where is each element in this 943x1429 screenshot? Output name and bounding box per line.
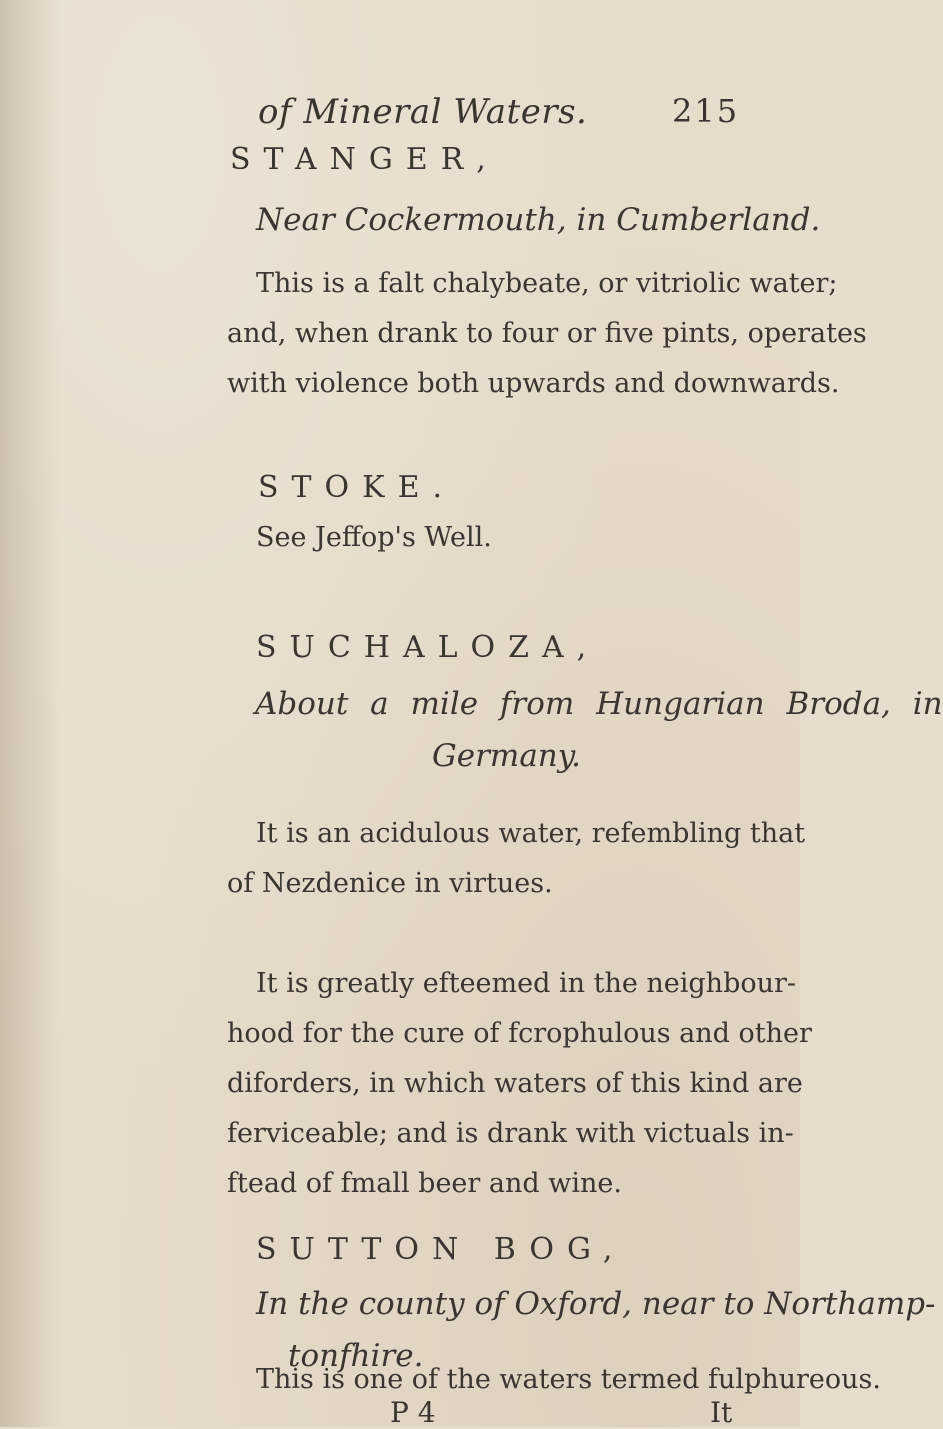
body-line: This is one of the waters termed fulphureous. <box>256 1364 881 1395</box>
body-line: and, when drank to four or five pints, operates <box>227 318 867 349</box>
see-reference <box>256 522 492 553</box>
body-line: It is greatly efteemed in the neighbour- <box>256 968 797 999</box>
body-line: with violence both upwards and downwards. <box>227 368 840 399</box>
body-line: diforders, in which waters of this kind are <box>227 1068 803 1099</box>
signature-mark: P 4 <box>390 1396 436 1429</box>
body-line: ferviceable; and is drank with victuals in- <box>227 1118 794 1149</box>
spine-shadow <box>0 0 60 1427</box>
running-title: of Mineral Waters. <box>258 92 588 132</box>
body-line: hood for the cure of fcrophulous and other <box>227 1018 812 1049</box>
catchword: It <box>710 1396 733 1429</box>
entry-heading-suchaloza: SUCHALOZA, <box>256 630 600 665</box>
see-reference-text: See Jeffop's Well. <box>256 522 492 553</box>
page-number: 215 <box>672 92 740 130</box>
body-line: It is an acidulous water, refembling that <box>256 818 806 849</box>
entry-location-suchaloza: About a mile from Hungarian Broda, in <box>255 686 943 722</box>
entry-location-sutton-bog: In the county of Oxford, near to Northamp- <box>256 1286 936 1322</box>
entry-heading-stoke: STOKE. <box>258 470 456 505</box>
body-line: of Nezdenice in virtues. <box>227 868 553 899</box>
entry-location-sutton-bog-cont: tonfhire. <box>288 1338 424 1374</box>
entry-heading-sutton-bog: SUTTON BOG, <box>256 1232 626 1267</box>
body-line: This is a falt chalybeate, or vitriolic water; <box>256 268 838 299</box>
entry-location-suchaloza-cont: Germany. <box>432 738 582 774</box>
entry-location-stanger: Near Cockermouth, in Cumberland. <box>256 202 821 238</box>
entry-heading-stanger: STANGER, <box>230 142 499 177</box>
body-line: ftead of fmall beer and wine. <box>227 1168 622 1199</box>
